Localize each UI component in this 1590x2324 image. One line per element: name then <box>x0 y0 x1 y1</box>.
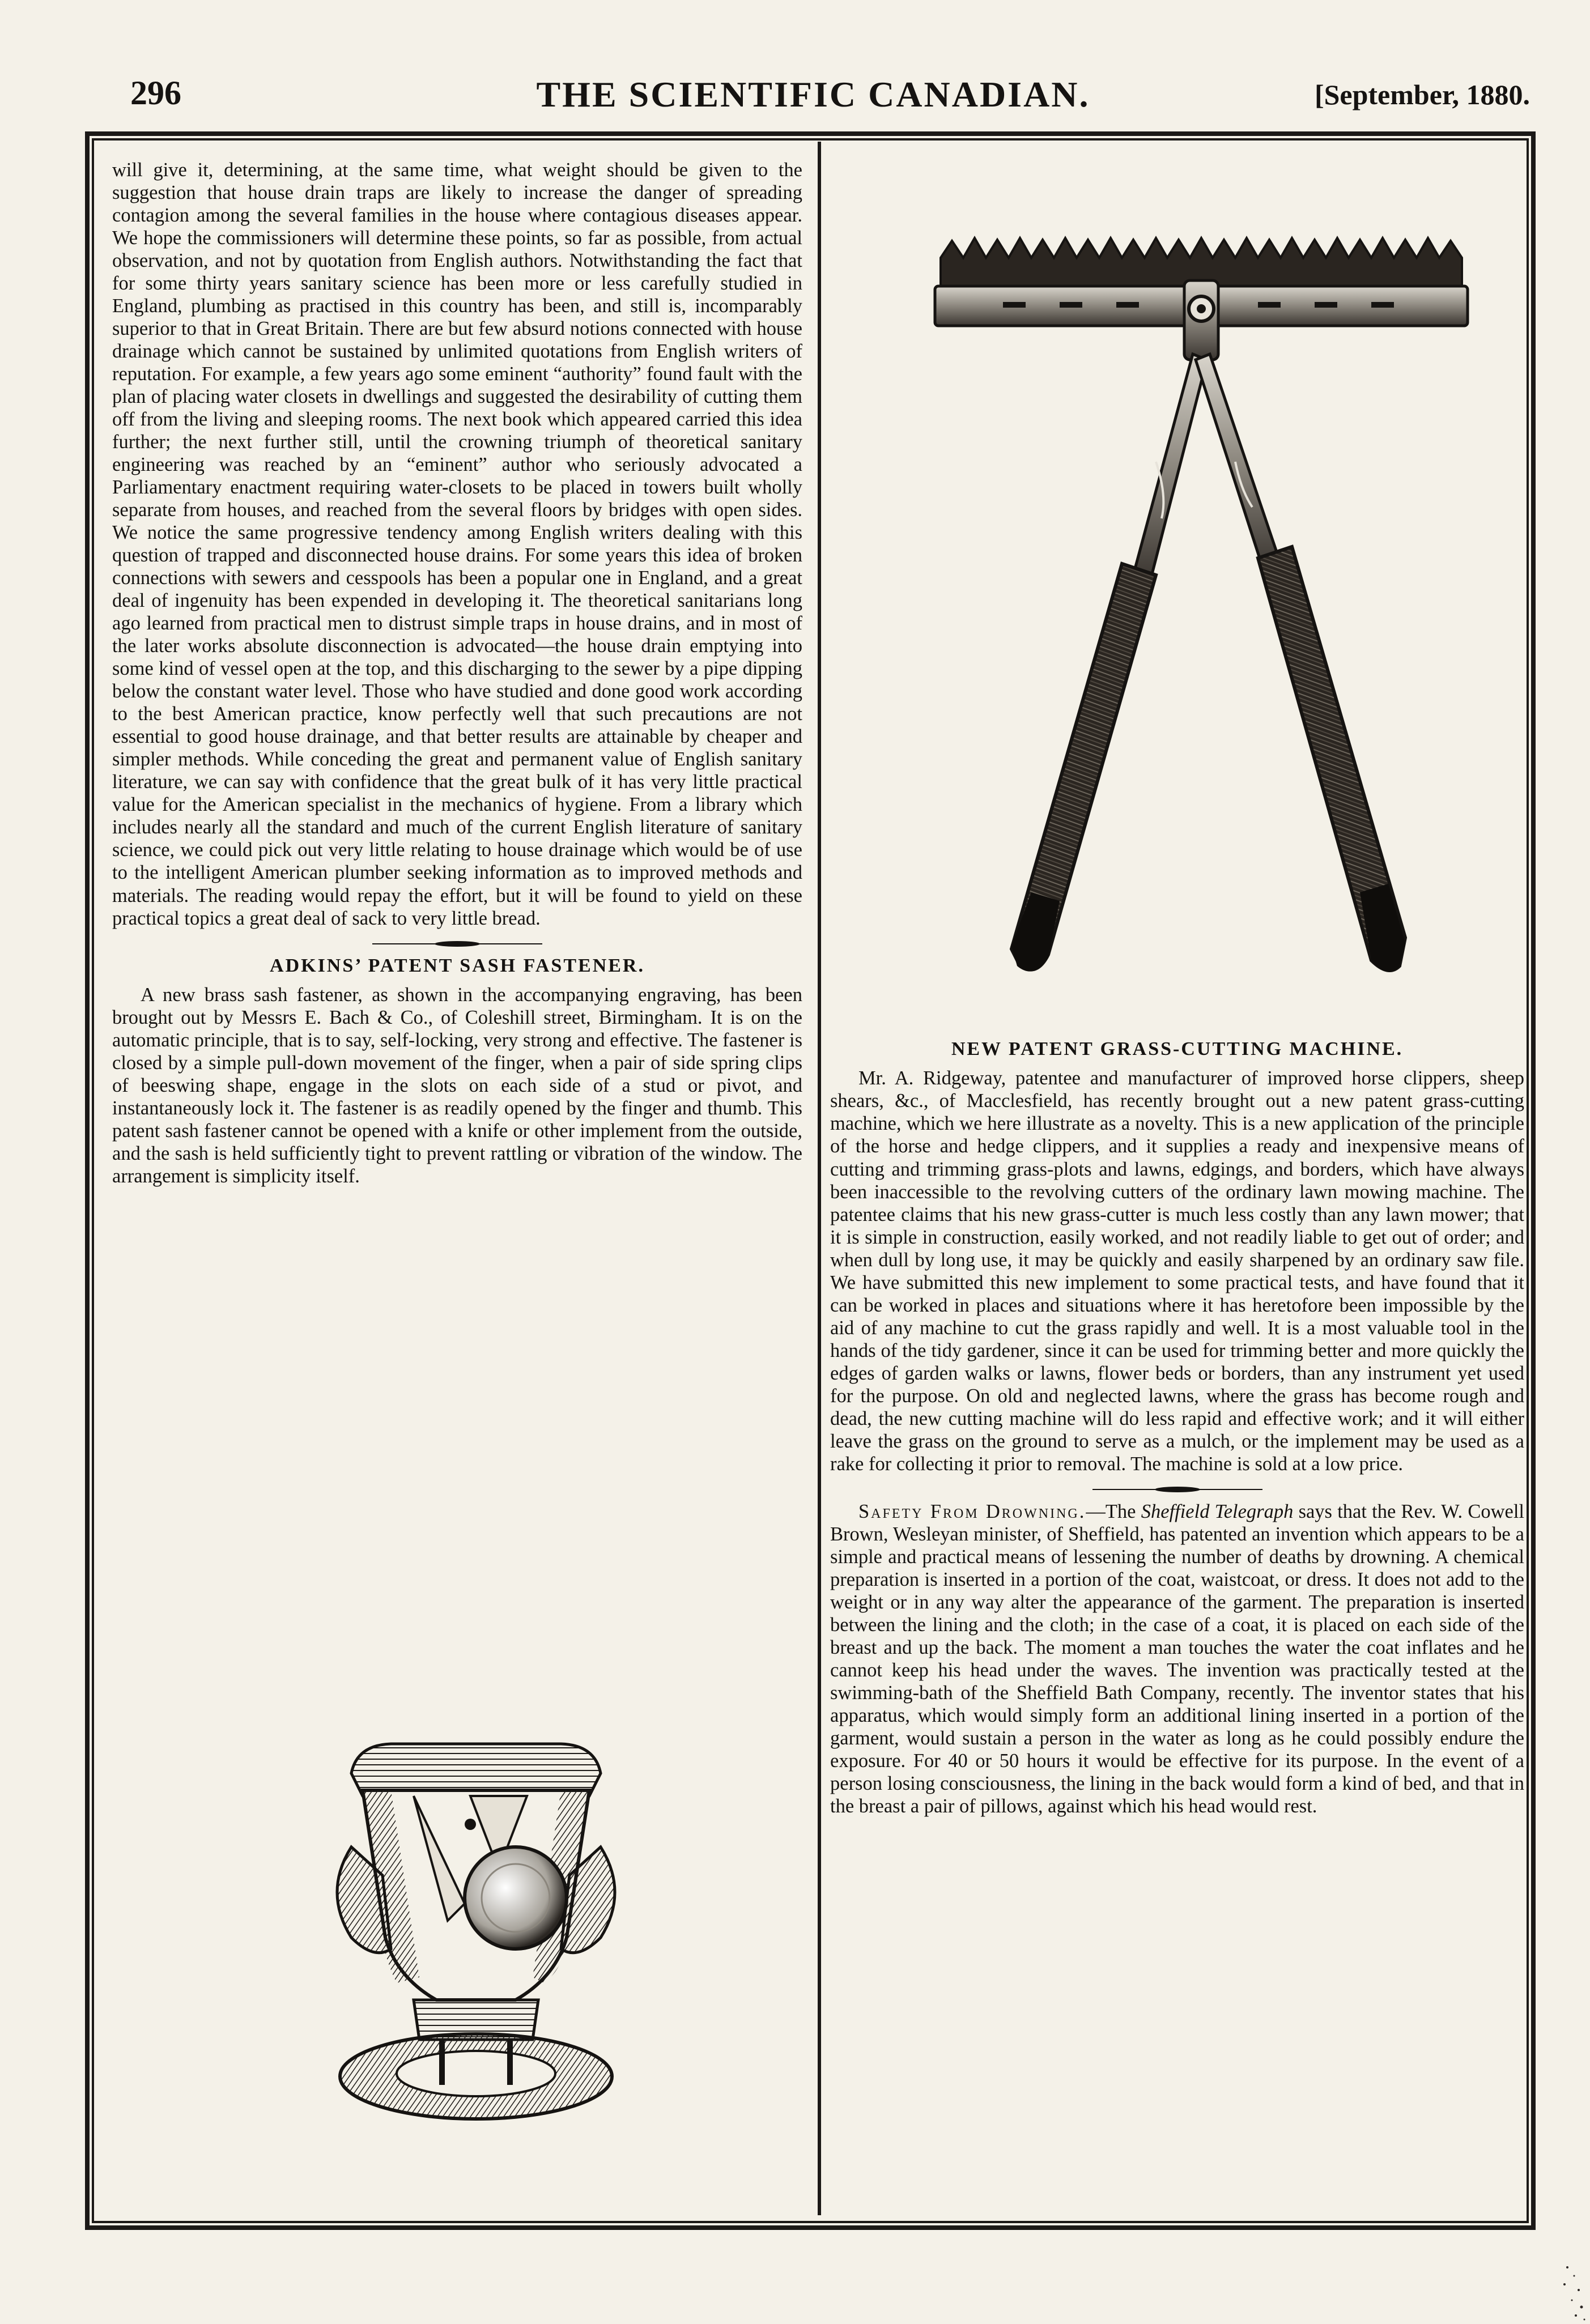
safety-from-drowning-paragraph <box>830 1500 1524 1818</box>
sash-fastener-headline: ADKINS’ PATENT SASH FASTENER. <box>270 955 645 976</box>
drowning-lead: Safety From Drowning. <box>858 1500 1086 1522</box>
sash-fastener-engraving <box>329 1734 623 2125</box>
issue-date: [September, 1880. <box>1314 79 1530 110</box>
column-divider <box>818 142 821 2215</box>
section-rule-ornament-2 <box>1092 1486 1262 1493</box>
page-header <box>85 74 1541 125</box>
drowning-prefix: —The <box>1086 1500 1141 1522</box>
drainage-article-continuation: will give it, determining, at the same time, what weight should be given to the suggestion that house drain traps are likely to increase the danger of spreading contagion among the several families in the house where contagious diseases appear. We hope the commissioners will determine these points, so far as possible, from actual observation, and not by quotation from English authors. Notwithstanding the fact that for some thirty years sanitary science has been more or less carefully studied in England, plumbing as practised in this country has been, and still is, incomparably superior to that in Great Britain. There are but few absurd notions connected with house drainage which cannot be sustained by unlimited quotations from English writers of reputation. For example, a few years ago some eminent “authority” found fault with the plan of placing water closets in dwellings and suggested the desirability of cutting them off from the living and sleeping rooms. The next book which appeared carried this idea further; the next further still, until the crowning triumph of theoretical sanitary engineering was reached by an “eminent” author who seriously advocated a Parliamentary enactment requiring water-closets to be placed in towers built wholly separate from houses, and reached from the several floors by bridges with open sides. We notice the same progressive tendency among English writers dealing with this question of trapped and disconnected house drains. For some years this idea of broken connections with sewers and cesspools has been a popular one in England, and a great deal of ingenuity has been expended in developing it. The theoretical sanitarians long ago learned from practical men to distrust simple traps in house drains, and in most of the later works absolute disconnection is advocated—the house drain emptying into some kind of vessel open at the top, and this discharging to the sewer by a pipe dipping below the constant water level. Those who have studied and done good work according to the best American practice, know perfectly well that such precautions are not essential to good house drainage, and that better results are attainable by cheaper and simpler methods. While conceding the great and permanent value of English sanitary literature, we can say with confidence that the great bulk of it has very little practical value for the American specialist in the mechanics of hygiene. From a library which includes nearly all the standard and much of the current English literature of sanitary science, we could pick out very little relating to house drainage which would be of use to the intelligent American plumber seeking information as to improved methods and materials. The reading would repay the effort, but it will be found to yield on these practical topics a great deal of sack to very little bread. <box>112 159 802 929</box>
sash-fastener-body: A new brass sash fastener, as shown in the accompanying engraving, has been brought out by Messrs E. Bach & Co., of Coleshill street, Birmingham. It is on the automatic principle, that is to say, self-locking, very strong and effective. The fastener is closed by a simple pull-down movement of the finger, when a pair of side spring clips of beeswing shape, engage in the slots on each side of a stud or pivot, and instantaneously lock it. The fastener is as readily opened by the finger and thumb. This patent sash fastener cannot be opened with a knife or other implement from the outside, and the sash is held sufficiently tight to prevent rattling or vibration of the window. The arrangement is simplicity itself. <box>112 984 802 1187</box>
scan-speckle <box>1550 2256 1590 2324</box>
left-column <box>112 159 802 1187</box>
grass-cutter-headline: NEW PATENT GRASS-CUTTING MACHINE. <box>951 1038 1404 1059</box>
masthead-title: THE SCIENTIFIC CANADIAN. <box>536 74 1090 114</box>
grass-cutter-engraving <box>918 224 1485 1006</box>
drowning-body: says that the Rev. W. Cowell Brown, Wesleyan minister, of Sheffield, has patented an invention which appears to be a simple and practical means of lessening the number of deaths by drowning. A chemical preparation is inserted in a portion of the coat, waistcoat, or dress. It does not add to the weight or in any way alter the appearance of the garment. The preparation is inserted between the lining and the cloth; in the case of a coat, it is placed on each side of the breast and up the back. The moment a man touches the water the coat inflates and he cannot keep his head under the waves. The invention was practically tested at the swimming-bath of the Sheffield Bath Company, recently. The inventor states that his apparatus, which would simply form an additional lining inserted in a portion of the garment, would sustain a person in the water as long as he could possibly endure the exposure. For 40 or 50 hours it would be effective for its purpose. In the event of a person losing consciousness, the lining in the back would form a kind of bed, and that in the breast a pair of pillows, against which his head would rest. <box>830 1500 1525 1817</box>
page-number: 296 <box>130 74 181 112</box>
section-rule-ornament <box>372 940 542 948</box>
newspaper-name: Sheffield Telegraph <box>1141 1500 1294 1522</box>
grass-cutter-body: Mr. A. Ridgeway, patentee and manufacturer of improved horse clippers, sheep shears, &c., of Macclesfield, has recently brought out a new patent grass-cutting machine, which we here illustrate as a novelty. This is a new application of the principle of the horse and hedge clippers, and it supplies a ready and inexpensive means of cutting and trimming grass-plots and lawns, edgings, and borders, which have always been inaccessible to the revolving cutters of the ordinary lawn mowing machine. The patentee claims that his new grass-cutter is much less costly than any lawn mower; that it is simple in construction, easily worked, and not readily liable to get out of order; and when dull by long use, it may be quickly and easily sharpened by an ordinary saw file. We have submitted this new implement to some practical tests, and have found that it can be worked in places and situations where it has heretofore been impossible by the aid of any machine to cut the grass rapidly and well. It is a most valuable tool in the hands of the tidy gardener, since it can be used for trimming better and more quickly the edges of garden walks or lawns, flower beds or borders, than any instrument yet used for the purpose. On old and neglected lawns, where the grass has become rough and dead, the new cutting machine will do less rapid and effective work; and it will either leave the grass on the ground to serve as a mulch, or the implement may be used as a rake for collecting it prior to removal. The machine is sold at a low price. <box>830 1067 1524 1475</box>
